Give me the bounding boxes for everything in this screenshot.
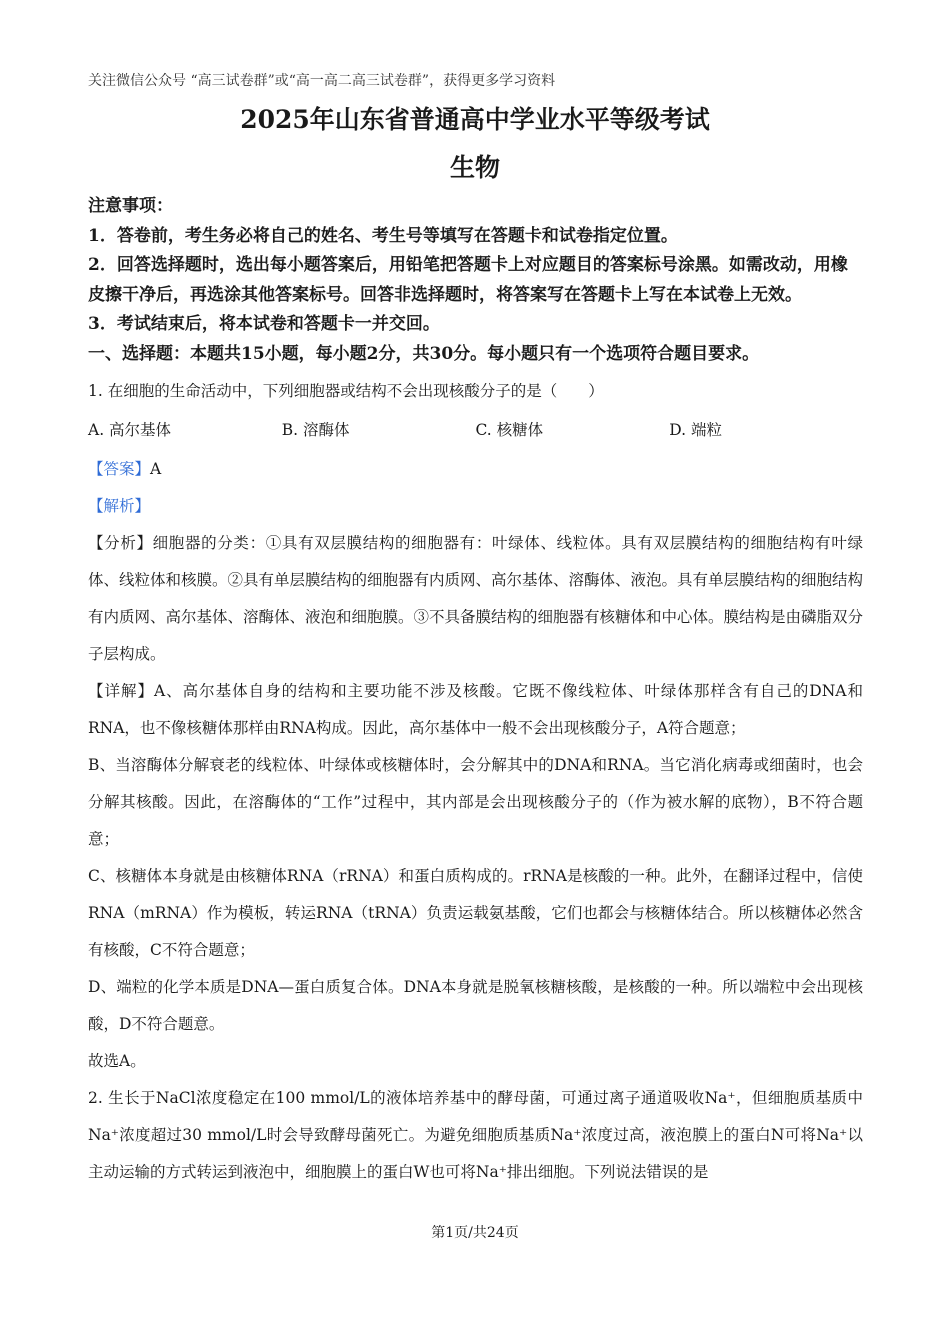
fenxi-text: 细胞器的分类：①具有双层膜结构的细胞器有：叶绿体、线粒体。具有双层膜结构的细胞结构有叶绿体、线粒体和核膜。②具有单层膜结构的细胞器有内质网、高尔基体、溶酶体、液泡。具有单层膜结构的细胞结构有内质网、高尔基体、溶酶体、液泡和细胞膜。③不具备膜结构的细胞器有核糖体和中心体。膜结构是由磷脂双分子层构成。: [88, 534, 864, 663]
notice-item-3: 3．考试结束后，将本试卷和答题卡一并交回。: [88, 314, 440, 334]
option-d: D. 端粒: [669, 421, 722, 439]
fenxi-paragraph: [88, 525, 863, 673]
xiangjie-label: 【详解】: [88, 682, 154, 700]
option-a: A. 高尔基体: [88, 421, 172, 439]
xiangjie-a-text: A、高尔基体自身的结构和主要功能不涉及核酸。它既不像线粒体、叶绿体那样含有自己的DNA和RNA，也不像核糖体那样由RNA构成。因此，高尔基体中一般不会出现核酸分子，A符合题意；: [88, 682, 863, 737]
content: [88, 192, 863, 1191]
xiangjie-c-paragraph: C、核糖体本身就是由核糖体RNA（rRNA）和蛋白质构成的。rRNA是核酸的一种。此外，在翻译过程中，信使RNA（mRNA）作为模板，转运RNA（tRNA）负责运载氨基酸，它们也都会与核糖体结合。所以核糖体必然含有核酸，C不符合题意；: [88, 867, 863, 959]
section-title: 一、选择题：本题共15小题，每小题2分，共30分。每小题只有一个选项符合题目要求。: [88, 343, 760, 364]
fenxi-label: 【分析】: [88, 534, 153, 552]
question-1-options: [88, 412, 863, 449]
notice-heading: 注意事项：: [88, 196, 173, 216]
option-b: B. 溶酶体: [281, 421, 350, 439]
xiangjie-b-paragraph: B、当溶酶体分解衰老的线粒体、叶绿体或核糖体时，会分解其中的DNA和RNA。当它消化病毒或细菌时，也会分解其核酸。因此，在溶酶体的“工作”过程中，其内部是会出现核酸分子的（作为被水解的底物），B不符合题意；: [88, 756, 863, 848]
page-footer: 第1页/共24页: [431, 1225, 519, 1241]
question-1-stem: 1. 在细胞的生命活动中，下列细胞器或结构不会出现核酸分子的是（ ）: [88, 382, 604, 400]
xiangjie-d-paragraph: D、端粒的化学本质是DNA—蛋白质复合体。DNA本身就是脱氧核糖核酸，是核酸的一种。所以端粒中会出现核酸，D不符合题意。: [88, 978, 863, 1033]
analysis-label: 【解析】: [88, 497, 151, 515]
answer-value: A: [150, 460, 162, 478]
answer-line: [88, 451, 863, 488]
option-c: C. 核糖体: [475, 421, 544, 439]
subject-title: 生物: [449, 153, 500, 182]
answer-label: 【答案】: [88, 460, 151, 478]
notice-item-2: 2．回答选择题时，选出每小题答案后，用铅笔把答题卡上对应题目的答案标号涂黑。如需改动，用橡皮擦干净后，再选涂其他答案标号。回答非选择题时，将答案写在答题卡上写在本试卷上无效。: [88, 255, 848, 305]
conclusion: 故选A。: [88, 1052, 146, 1070]
xiangjie-paragraph: [88, 673, 863, 747]
question-2-stem: 2. 生长于NaCl浓度稳定在100 mmol/L的液体培养基中的酵母菌，可通过离子通道吸收Na⁺，但细胞质基质中Na⁺浓度超过30 mmol/L时会导致酵母菌死亡。为避免细胞质基质Na⁺浓度过高，液泡膜上的蛋白N可将Na⁺以主动运输的方式转运到液泡中，细胞膜上的蛋白W也可将Na⁺排出细胞。下列说法错误的是: [88, 1089, 863, 1181]
header-note: 关注微信公众号 “高三试卷群”或“高一高二高三试卷群”，获得更多学习资料: [88, 73, 556, 89]
exam-title: 2025年山东省普通高中学业水平等级考试: [240, 105, 710, 134]
notice-item-1: 1．答卷前，考生务必将自己的姓名、考生号等填写在答题卡和试卷指定位置。: [88, 225, 678, 246]
